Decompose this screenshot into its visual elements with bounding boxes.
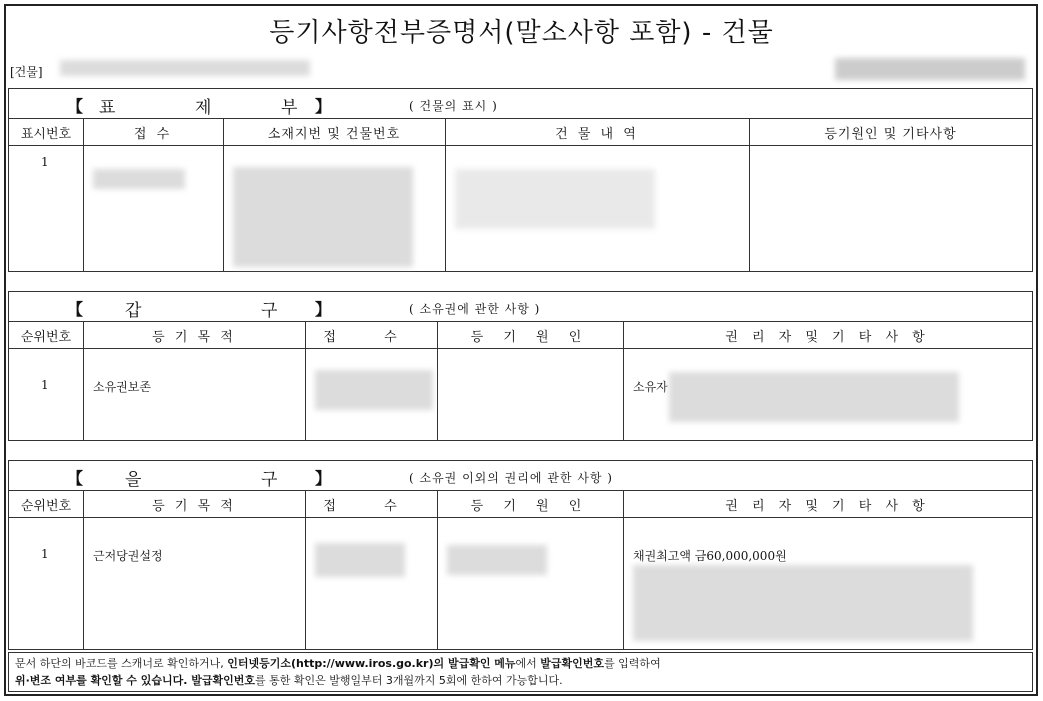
divider (305, 322, 306, 440)
bracket-close: 】 (315, 97, 332, 116)
col-header: 건 물 내 역 (555, 126, 639, 142)
notice-line-2 (15, 672, 1026, 689)
notice-text: 에서 (515, 657, 541, 670)
bracket-open: 【 (67, 97, 84, 116)
col-header: 등기원인 및 기타사항 (824, 126, 957, 142)
redacted-location (233, 167, 413, 267)
document-title: 등기사항전부증명서(말소사항 포함) - 건물 (269, 18, 774, 48)
eulgu-column-headers (9, 491, 1032, 518)
divider (305, 491, 306, 649)
header-char: 제 (195, 98, 212, 118)
notice-emphasis: 인터넷등기소(http://www.iros.go.kr)의 발급확인 메뉴 (227, 657, 516, 670)
col-header: 순위번호 (20, 329, 72, 345)
redacted-mortgagee (633, 565, 973, 641)
redacted-cause (447, 545, 547, 575)
redacted-address (60, 60, 310, 76)
section-description: ( 소유권에 관한 사항 ) (409, 302, 541, 316)
col-header: 등 기 목 적 (152, 498, 236, 514)
row-number: 1 (41, 378, 49, 392)
header-char: 구 (261, 301, 278, 321)
header-char: 구 (261, 470, 278, 490)
notice-emphasis: 위·변조 여부를 확인할 수 있습니다. 발급확인번호 (15, 674, 256, 687)
col-header: 소재지번 및 건물번호 (267, 126, 401, 142)
notice-text: 를 통한 확인은 발행일부터 3개월까지 5회에 한하여 가능합니다. (255, 674, 563, 687)
header-char: 을 (125, 470, 142, 490)
bracket-open: 【 (67, 300, 84, 319)
col-header: 등 기 원 인 (470, 498, 590, 514)
col-header: 순위번호 (20, 498, 72, 514)
redacted-owner (669, 372, 959, 422)
col-header: 등 기 목 적 (152, 329, 236, 345)
redacted-receipt (93, 169, 185, 189)
section-description: ( 소유권 이외의 권리에 관한 사항 ) (409, 471, 613, 485)
gapgu-header (9, 292, 1032, 322)
notice-text: 문서 하단의 바코드를 스캐너로 확인하거나, (15, 657, 228, 670)
eulgu-section (8, 460, 1033, 650)
row-number: 1 (41, 547, 49, 561)
header-char: 갑 (125, 301, 142, 321)
pyoje-column-headers (9, 119, 1032, 146)
registration-purpose: 근저당권설정 (93, 549, 163, 563)
col-header: 권 리 자 및 기 타 사 항 (725, 498, 930, 514)
divider (437, 322, 438, 440)
gapgu-column-headers (9, 322, 1032, 349)
subject-label: [건물] (10, 65, 43, 79)
redacted-receipt (315, 370, 433, 410)
notice-emphasis: 발급확인번호 (540, 657, 605, 670)
divider (223, 119, 224, 271)
pyoje-section (8, 88, 1033, 272)
divider (83, 119, 84, 271)
max-claim-amount: 채권최고액 금60,000,000원 (633, 549, 787, 563)
divider (445, 119, 446, 271)
rights-holder: 소유자 (633, 380, 668, 394)
divider (83, 322, 84, 440)
col-header: 접 수 (323, 329, 419, 345)
divider (623, 322, 624, 440)
col-header: 권 리 자 및 기 타 사 항 (725, 329, 930, 345)
divider (749, 119, 750, 271)
header-char: 부 (281, 98, 298, 118)
notice-line-1 (15, 655, 1026, 672)
bracket-close: 】 (315, 300, 332, 319)
verification-notice (8, 652, 1033, 692)
pyoje-header (9, 89, 1032, 119)
divider (623, 491, 624, 649)
notice-text: 를 입력하여 (604, 657, 661, 670)
gapgu-section (8, 291, 1033, 441)
redacted-receipt (315, 543, 405, 577)
header-char: 표 (99, 98, 116, 118)
col-header: 접 수 (133, 126, 173, 142)
row-number: 1 (41, 155, 49, 169)
divider (437, 491, 438, 649)
divider (83, 491, 84, 649)
section-description: ( 건물의 표시 ) (409, 99, 498, 113)
col-header: 표시번호 (20, 126, 72, 142)
eulgu-header (9, 461, 1032, 491)
redacted-building-details (455, 169, 655, 229)
col-header: 접 수 (323, 498, 419, 514)
col-header: 등 기 원 인 (470, 329, 590, 345)
registration-purpose: 소유권보존 (93, 380, 151, 394)
redacted-id (835, 58, 1025, 80)
bracket-open: 【 (67, 469, 84, 488)
bracket-close: 】 (315, 469, 332, 488)
